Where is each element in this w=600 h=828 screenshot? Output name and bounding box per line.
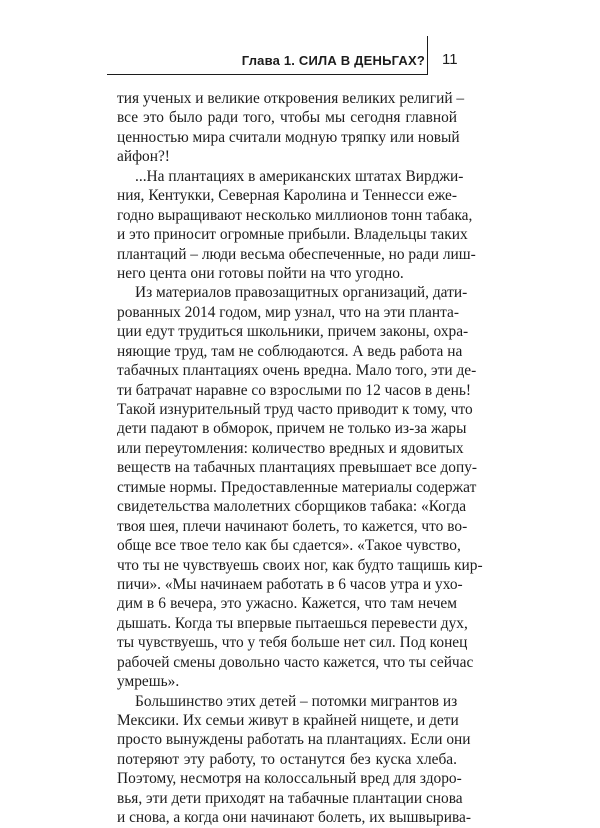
text-line: Большинство этих детей – потомки мигрантов из [135,692,458,710]
body-text [117,89,483,828]
text-line: вья, эти дети приходят на табачные плантации снова [117,789,463,807]
text-line: потеряют эту работу, то останутся без куска хлеба. [117,750,457,768]
text-line: ценностью мира считали модную тряпку или новый [117,128,460,146]
text-line: пичи». «Мы начинаем работать в 6 часов утра и ухо- [117,575,463,593]
text-line: тия ученых и великие откровения великих религий – [117,90,465,107]
chapter-title: Глава 1. СИЛА В ДЕНЬГАХ? [241,53,425,68]
text-line: просто вынуждены работать на плантациях. Если они [117,731,471,749]
text-line: и это приносит огромные прибыли. Владельцы таких [117,226,468,244]
text-line: ции едут трудиться школьники, причем законы, охра- [117,323,469,341]
text-line: дети падают в обморок, причем не только из-за жары [117,420,467,438]
text-line: рабочей смены довольно часто кажется, что ты сейчас [117,653,474,671]
text-line: годно выращивают несколько миллионов тонн табака, [117,206,473,224]
text-line: Мексики. Их семьи живут в крайней нищете, и дети [117,712,459,729]
text-line: табачных плантациях очень вредна. Мало того, эти де- [117,362,477,380]
running-head [107,36,491,76]
text-line: ти батрачат наравне со взрослыми по 12 часов в день! [117,381,471,399]
text-line: айфон?! [117,148,170,166]
text-line: Такой изнурительный труд часто приводит к тому, что [117,401,473,418]
text-line: Поэтому, несмотря на колоссальный вред для здоро- [117,770,462,788]
text-line: обще все твое тело как бы сдается». «Такое чувство, [117,537,461,555]
text-line: свидетельства малолетних сборщиков табака: «Когда [117,498,467,516]
header-rule [107,74,428,75]
text-line: или переутомления: количество вредных и ядовитых [117,439,464,457]
text-line: дим в 6 вечера, это ужасно. Кажется, что там нечем [117,595,457,613]
text-line: няющие труд, там не соблюдаются. А ведь работа на [117,342,463,360]
page-number: 11 [442,51,458,68]
text-line: ты чувствуешь, что у тебя больше нет сил. Под конец [117,634,468,652]
text-line: плантаций – люди весьма обеспеченные, но ради лиш- [117,245,476,263]
text-line: веществ на табачных плантациях превышает все допу- [117,459,478,477]
text-line: ния, Кентукки, Северная Каролина и Теннесси еже- [117,187,457,205]
text-line: рованных 2014 годом, мир узнал, что на эти планта- [117,303,459,321]
text-line: Из материалов правозащитных организаций, дати- [135,284,468,302]
text-line: что ты не чувствуешь своих ног, как будто тащишь кир- [117,556,483,574]
text-line: него цента они готовы пойти на что угодно. [117,264,404,282]
text-line: все это было ради того, чтобы мы сегодня главной [117,109,457,127]
text-line: твоя шея, плечи начинают болеть, то кажется, что во- [117,517,468,535]
text-line: и снова, а когда они начинают болеть, их вышвырива- [117,809,472,827]
text-line: дышать. Когда ты впервые пытаешься перевести дух, [117,614,468,632]
text-line: стимые нормы. Предоставленные материалы содержат [117,478,477,496]
text-line: умрешь». [117,673,180,691]
header-divider-vertical [427,36,428,74]
text-line: ...На плантациях в американских штатах Вирджи- [135,167,464,185]
